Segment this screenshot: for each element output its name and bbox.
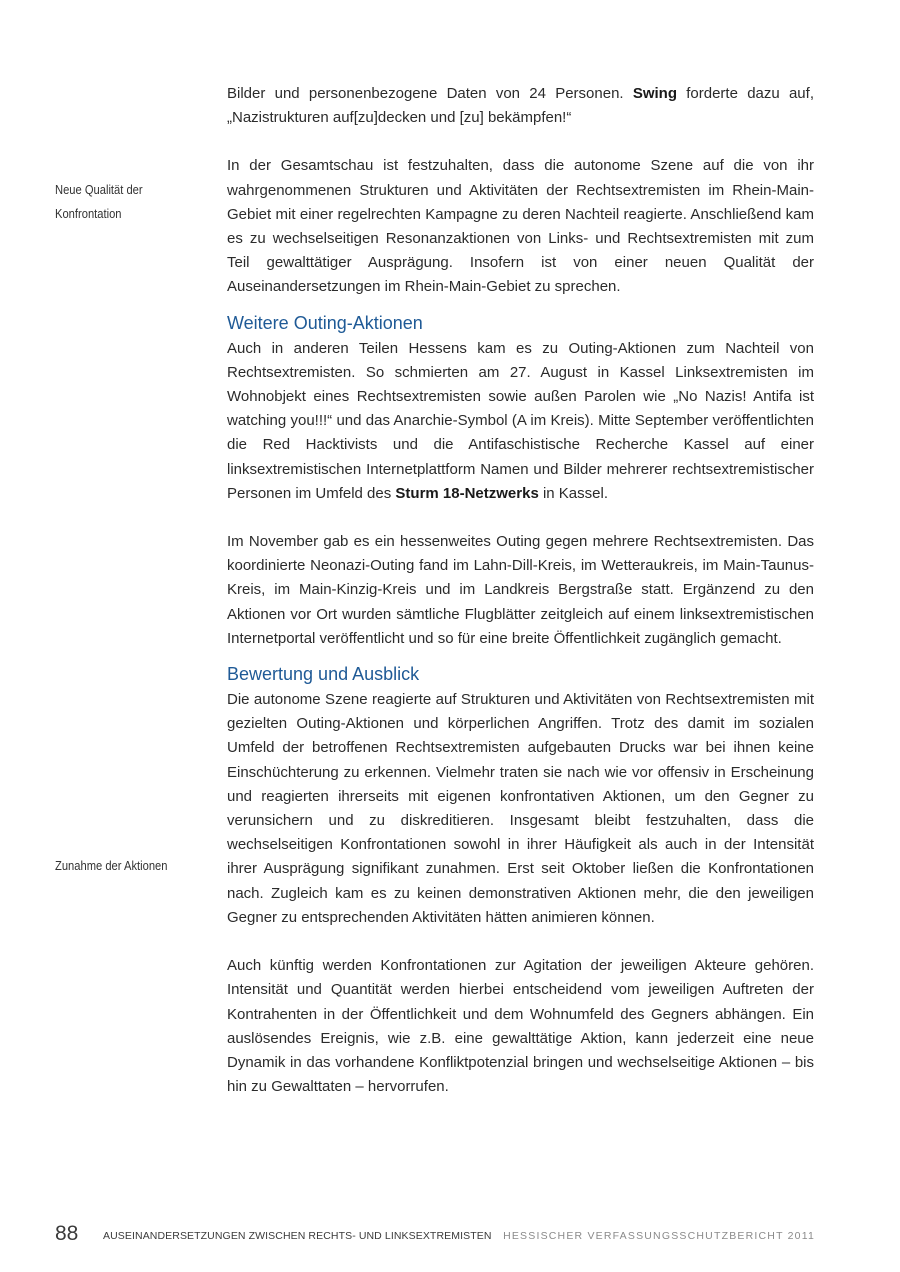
margin-note-line: Zunahme der Aktionen [55,858,168,873]
paragraph-1 [227,82,814,130]
paragraph-2: In der Gesamtschau ist festzuhalten, dass die autonome Szene auf die von ihr wahrgenommenen Strukturen und Aktivitäten der Rechtsextremisten im Rhein-Main-Gebiet mit einer regelrechten Kampagne zu deren Nachteil reagierte. Anschließend kam es zu wechselseitigen Resonanzaktionen von Links- und Rechtsextremisten mit zum Teil gewalttätiger Ausprägung. Insofern ist von einer neuen Qualität der Auseinandersetzungen im Rhein-Main-Gebiet zu sprechen. [227,157,814,296]
paragraph-3 [227,337,814,506]
footer-report-title: HESSISCHER VERFASSUNGSSCHUTZBERICHT 2011 [503,1230,815,1242]
bold-term-sturm18: Sturm 18-Netzwerks [395,484,539,502]
section-heading-outlook: Bewertung und Ausblick [227,664,420,685]
paragraph-5: Die autonome Szene reagierte auf Strukturen und Aktivitäten von Rechtsextremisten mit gezielten Outing-Aktionen und körperlichen Angriffen. Trotz des damit im sozialen Umfeld der betroffenen Rechtsextremisten aufgebauten Drucks war bei ihnen keine Einschüchterung zu erkennen. Vielmehr traten sie nach wie vor offensiv in Erscheinung und reagierten ihrerseits mit eigenen konfrontativen Aktionen, um den Gegner zu verunsichern und zu diskreditieren. Insgesamt bleibt festzuhalten, dass die wechselseitigen Konfrontationen sowohl in ihrer Häufigkeit als auch in der Intensität ihrer Ausprägung signifikant zunahmen. Erst seit Oktober ließen die Konfrontationen nach. Zugleich kam es zu keinen demonstrativen Aktionen mehr, die den jeweiligen Gegner zu entsprechenden Aktivitäten hätten animieren können. [227,691,814,926]
page-footer [55,1221,815,1249]
section-heading-outing: Weitere Outing-Aktionen [227,312,423,333]
paragraph-6: Auch künftig werden Konfrontationen zur Agitation der jeweiligen Akteure gehören. Intensität und Quantität werden hierbei entscheidend vom jeweiligen Auftreten der Kontrahenten in der Öffentlichkeit und dem Wohnumfeld des Gegners abhängen. Ein auslösendes Ereignis, wie z.B. eine gewalttätige Aktion, kann jederzeit eine neue Dynamik in das vorhandene Konfliktpotenzial bringen und wechselseitige Aktionen – bis hin zu Gewalttaten – hervorrufen. [227,957,814,1096]
page-number: 88 [55,1222,79,1245]
paragraph-3-part-a: Auch in anderen Teilen Hessens kam es zu Outing-Aktionen zum Nachteil von Rechtsextremisten. So schmierten am 27. August in Kassel Linksextremisten im Wohnobjekt eines Rechtsextremisten sowie außen Parolen wie „No Nazis! Antifa ist watching you!!!“ und das Anarchie-Symbol (A im Kreis). Mitte September veröffentlichten die Red Hacktivists und die Antifaschistische Recherche Kassel auf einer linksextremistischen Internetplattform Namen und Bilder mehrerer rechtsextremistischer Personen im Umfeld des [227,339,814,502]
paragraph-1-part-a: Bilder und personenbezogene Daten von 24 Personen. [227,85,633,102]
paragraph-3-part-c: in Kassel. [538,484,608,502]
margin-note-quality [55,178,184,226]
paragraph-1-part-c: forderte dazu auf, „Nazistrukturen auf[zu]decken und [zu] bekämpfen!“ [227,85,814,127]
footer-chapter-title: AUSEINANDERSETZUNGEN ZWISCHEN RECHTS- UND LINKSEXTREMISTEN [103,1230,492,1242]
paragraph-4: Im November gab es ein hessenweites Outing gegen mehrere Rechtsextremisten. Das koordinierte Neonazi-Outing fand im Lahn-Dill-Kreis, im Wetteraukreis, im Main-Taunus-Kreis, im Main-Kinzig-Kreis und im Landkreis Bergstraße statt. Ergänzend zu den Aktionen vor Ort wurden sämtliche Flugblätter zeitgleich auf einem linksextremistischen Internetportal veröffentlicht und so für eine breite Öffentlichkeit zugänglich gemacht. [227,533,814,647]
margin-note-line: Neue Qualität der [55,182,143,197]
margin-note-line: Konfrontation [55,206,122,221]
bold-term-swing: Swing [632,85,677,102]
margin-note-increase [55,854,184,878]
main-text-column [227,82,814,1099]
